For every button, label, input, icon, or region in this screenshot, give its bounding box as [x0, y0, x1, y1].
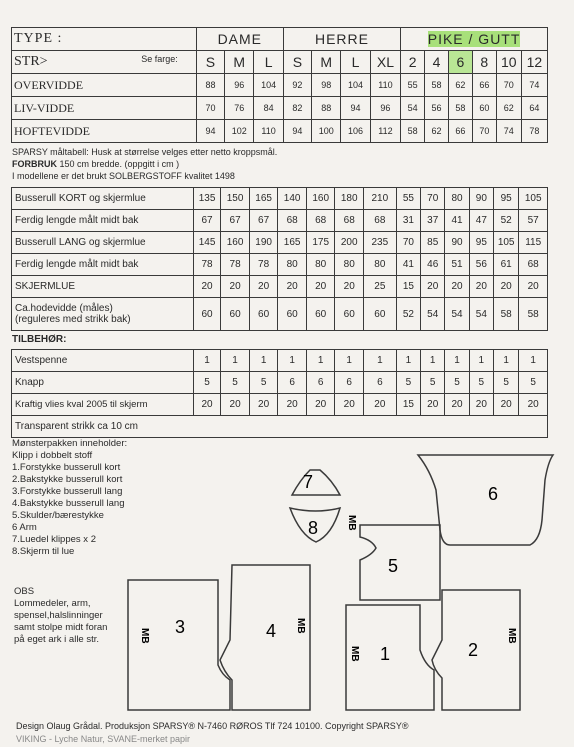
row-label: LIV-VIDDE: [12, 97, 197, 120]
table-cell: 1: [421, 350, 445, 372]
table-cell: 68: [278, 210, 307, 232]
list-item: Klipp i dobbelt stoff: [12, 450, 93, 461]
list-item: 1.Forstykke busserull kort: [12, 462, 121, 473]
table-cell: 20: [421, 394, 445, 416]
table-cell: 31: [396, 210, 420, 232]
table-cell: 58: [448, 97, 472, 120]
table-cell: 200: [335, 232, 364, 254]
color-label: Se farge:: [141, 54, 178, 64]
table-cell: 74: [496, 120, 521, 143]
table-cell: 67: [221, 210, 250, 232]
obs-line: på eget ark i alle str.: [14, 634, 100, 645]
row-label: Vestspenne: [12, 350, 194, 372]
mb-marker: MB: [295, 618, 306, 634]
piece-number-8: 8: [308, 518, 319, 538]
table-cell: 1: [306, 350, 335, 372]
table-cell: 60: [278, 298, 307, 331]
contents-title: Mønsterpakken inneholder:: [12, 438, 128, 449]
table-cell: 20: [335, 394, 364, 416]
table-cell: 20: [469, 394, 493, 416]
table-cell: 76: [225, 97, 254, 120]
table-cell: 70: [472, 120, 496, 143]
table-cell: 1: [363, 350, 396, 372]
obs-line: Lommedeler, arm,: [14, 598, 91, 609]
list-item: 8.Skjerm til lue: [12, 546, 75, 557]
mb-marker: MB: [346, 515, 357, 531]
table-cell: 20: [445, 276, 469, 298]
table-cell: 5: [421, 372, 445, 394]
table-cell: 235: [363, 232, 396, 254]
size-cell-highlighted: 6: [448, 51, 472, 74]
table-cell: 115: [519, 232, 548, 254]
row-label-line: (reguleres med strikk bak): [15, 314, 131, 325]
forbruk-text: 150 cm bredde. (oppgitt i cm ): [59, 159, 180, 169]
table-cell: 58: [493, 298, 518, 331]
table-cell: 175: [306, 232, 335, 254]
table-cell: 78: [193, 254, 220, 276]
table-cell: 20: [445, 394, 469, 416]
table-cell: 165: [249, 188, 278, 210]
table-cell: 20: [306, 394, 335, 416]
list-item: 3.Forstykke busserull lang: [12, 486, 123, 497]
list-item: 7.Luedel klippes x 2: [12, 534, 96, 545]
table-cell: 20: [249, 394, 278, 416]
table-cell: 68: [363, 210, 396, 232]
row-label: Ferdig lengde målt midt bak: [12, 254, 194, 276]
table-cell: 1: [445, 350, 469, 372]
table-cell: 58: [425, 74, 449, 97]
table-cell: 70: [496, 74, 521, 97]
table-cell: 78: [221, 254, 250, 276]
table-cell: 51: [445, 254, 469, 276]
table-cell: 6: [363, 372, 396, 394]
size-cell: L: [341, 51, 370, 74]
table-cell: 85: [421, 232, 445, 254]
obs-line: spensel,halslinninger: [14, 610, 103, 621]
table-cell: 57: [519, 210, 548, 232]
table-cell: 88: [196, 74, 224, 97]
row-label: Busserull LANG og skjermlue: [12, 232, 194, 254]
table-cell: 150: [221, 188, 250, 210]
table-cell: 61: [493, 254, 518, 276]
piece-number-3: 3: [175, 617, 186, 637]
table-cell: 55: [396, 188, 420, 210]
table-cell: 20: [493, 276, 518, 298]
table-cell: 62: [425, 120, 449, 143]
size-cell: 2: [401, 51, 425, 74]
piece-number-5: 5: [388, 556, 399, 576]
table-cell: 70: [196, 97, 224, 120]
row-label-line: Ca.hodevidde (måles): [15, 303, 113, 314]
note-line: SPARSY måltabell: Husk at størrelse velges etter netto kroppsmål.: [12, 147, 278, 157]
row-label: Kraftig vlies kval 2005 til skjerm: [12, 394, 194, 416]
size-cell: S: [196, 51, 224, 74]
row-label: HOFTEVIDDE: [12, 120, 197, 143]
forbruk-label: FORBRUK: [12, 159, 57, 169]
strikk-note: Transparent strikk ca 10 cm: [12, 416, 548, 438]
table-cell: 56: [469, 254, 493, 276]
table-cell: 15: [396, 394, 420, 416]
table-cell: 54: [445, 298, 469, 331]
table-cell: 1: [249, 350, 278, 372]
table-cell: 1: [335, 350, 364, 372]
mb-marker: MB: [506, 628, 517, 644]
table-cell: 64: [521, 97, 547, 120]
table-cell: 165: [278, 232, 307, 254]
table-cell: 41: [396, 254, 420, 276]
table-cell: 112: [370, 120, 400, 143]
table-cell: 20: [221, 394, 250, 416]
table-cell: 74: [521, 74, 547, 97]
table-cell: 58: [401, 120, 425, 143]
table-cell: 15: [396, 276, 420, 298]
table-cell: 78: [521, 120, 547, 143]
row-label: Busserull KORT og skjermlue: [12, 188, 194, 210]
size-cell: L: [254, 51, 283, 74]
table-cell: 25: [363, 276, 396, 298]
piece-5-outline: [360, 525, 440, 600]
piece-number-6: 6: [488, 484, 499, 504]
table-cell: 5: [396, 372, 420, 394]
table-cell: 47: [469, 210, 493, 232]
table-cell: 5: [445, 372, 469, 394]
table-cell: 105: [519, 188, 548, 210]
table-cell: 1: [469, 350, 493, 372]
table-cell: 88: [312, 97, 341, 120]
table-cell: 96: [370, 97, 400, 120]
piece-4-outline: [220, 565, 310, 710]
table-cell: 1: [193, 350, 220, 372]
table-cell: 95: [469, 232, 493, 254]
table-cell: 5: [519, 372, 548, 394]
table-cell: 20: [493, 394, 518, 416]
size-cell: 4: [425, 51, 449, 74]
list-item: 4.Bakstykke busserull lang: [12, 498, 125, 509]
table-cell: 90: [445, 232, 469, 254]
list-item: 2.Bakstykke busserull kort: [12, 474, 123, 485]
table-cell: 5: [469, 372, 493, 394]
size-cell: XL: [370, 51, 400, 74]
table-cell: 90: [469, 188, 493, 210]
table-cell: 60: [221, 298, 250, 331]
table-cell: 46: [421, 254, 445, 276]
row-label: Ferdig lengde målt midt bak: [12, 210, 194, 232]
mb-marker: MB: [139, 628, 150, 644]
table-cell: 106: [341, 120, 370, 143]
table-cell: 180: [335, 188, 364, 210]
table-cell: 82: [283, 97, 311, 120]
table-cell: 210: [363, 188, 396, 210]
size-cell: M: [312, 51, 341, 74]
row-label: SKJERMLUE: [12, 276, 194, 298]
table-cell: 70: [396, 232, 420, 254]
obs-line: samt stolpe midt foran: [14, 622, 108, 633]
table-cell: 20: [193, 276, 220, 298]
table-cell: 80: [445, 188, 469, 210]
table-cell: 135: [193, 188, 220, 210]
table-cell: 20: [249, 276, 278, 298]
footer-paper-note: VIKING - Lyche Natur, SVANE-merket papir: [16, 734, 191, 744]
table-cell: 80: [335, 254, 364, 276]
table-cell: 52: [493, 210, 518, 232]
table-cell: 66: [448, 120, 472, 143]
table-cell: 20: [421, 276, 445, 298]
table-cell: 94: [196, 120, 224, 143]
table-cell: 1: [221, 350, 250, 372]
group-herre: HERRE: [283, 28, 400, 51]
table-cell: 80: [306, 254, 335, 276]
table-cell: 5: [249, 372, 278, 394]
table-cell: 1: [493, 350, 518, 372]
table-cell: 62: [496, 97, 521, 120]
table-cell: 6: [306, 372, 335, 394]
table-cell: 100: [312, 120, 341, 143]
table-cell: 60: [335, 298, 364, 331]
size-cell: S: [283, 51, 311, 74]
row-label: OVERVIDDE: [12, 74, 197, 97]
table-cell: 68: [306, 210, 335, 232]
table-cell: 55: [401, 74, 425, 97]
table-cell: 60: [193, 298, 220, 331]
table-cell: 54: [421, 298, 445, 331]
table-cell: 84: [254, 97, 283, 120]
table-cell: 110: [254, 120, 283, 143]
size-cell: 12: [521, 51, 547, 74]
str-label: STR>: [14, 54, 48, 69]
table-cell: 1: [519, 350, 548, 372]
group-dame: DAME: [196, 28, 283, 51]
table-cell: 5: [493, 372, 518, 394]
table-cell: 41: [445, 210, 469, 232]
type-label: TYPE :: [12, 28, 197, 51]
table-cell: 20: [335, 276, 364, 298]
table-cell: 20: [193, 394, 220, 416]
table-cell: 20: [519, 276, 548, 298]
table-cell: 56: [425, 97, 449, 120]
table-cell: 6: [278, 372, 307, 394]
piece-7-outline: [292, 470, 340, 495]
table-cell: 20: [221, 276, 250, 298]
table-cell: 60: [306, 298, 335, 331]
table-cell: 190: [249, 232, 278, 254]
table-cell: 160: [306, 188, 335, 210]
table-cell: 80: [363, 254, 396, 276]
group-pike-gutt-label: PIKE / GUTT: [427, 31, 521, 47]
size-cell: 8: [472, 51, 496, 74]
row-label: Knapp: [12, 372, 194, 394]
piece-number-1: 1: [380, 644, 391, 664]
table-cell: 68: [335, 210, 364, 232]
table-cell: 54: [469, 298, 493, 331]
table-cell: 20: [278, 276, 307, 298]
table-cell: 102: [225, 120, 254, 143]
table-cell: 54: [401, 97, 425, 120]
piece-3-outline: [128, 580, 230, 710]
piece-6-outline: [418, 455, 553, 545]
list-item: 5.Skulder/bærestykke: [12, 510, 104, 521]
table-cell: 67: [249, 210, 278, 232]
table-cell: 20: [306, 276, 335, 298]
table-cell: 1: [396, 350, 420, 372]
table-cell: 96: [225, 74, 254, 97]
table-cell: 94: [283, 120, 311, 143]
table-cell: 37: [421, 210, 445, 232]
table-cell: 78: [249, 254, 278, 276]
table-cell: 5: [221, 372, 250, 394]
mb-marker: MB: [349, 646, 360, 662]
table-cell: 104: [341, 74, 370, 97]
table-cell: 20: [278, 394, 307, 416]
table-cell: 104: [254, 74, 283, 97]
table-cell: 98: [312, 74, 341, 97]
table-cell: 92: [283, 74, 311, 97]
accessories-title: TILBEHØR:: [12, 334, 67, 345]
table-cell: 6: [335, 372, 364, 394]
piece-number-7: 7: [303, 472, 314, 492]
piece-number-2: 2: [468, 640, 479, 660]
table-cell: 1: [278, 350, 307, 372]
table-cell: 94: [341, 97, 370, 120]
table-cell: 5: [193, 372, 220, 394]
footer-credit: Design Olaug Grådal. Produksjon SPARSY® N-7460 RØROS Tlf 724 10100. Copyright SPARSY®: [16, 721, 409, 731]
table-cell: 62: [448, 74, 472, 97]
table-cell: 95: [493, 188, 518, 210]
table-cell: 70: [421, 188, 445, 210]
obs-title: OBS: [14, 586, 35, 597]
size-cell: M: [225, 51, 254, 74]
table-cell: 67: [193, 210, 220, 232]
note-line: I modellene er det brukt SOLBERGSTOFF kvalitet 1498: [12, 171, 235, 181]
table-cell: 20: [519, 394, 548, 416]
table-cell: 60: [472, 97, 496, 120]
table-cell: 66: [472, 74, 496, 97]
piece-number-4: 4: [266, 621, 277, 641]
table-cell: 160: [221, 232, 250, 254]
table-cell: 52: [396, 298, 420, 331]
table-cell: 20: [469, 276, 493, 298]
size-cell: 10: [496, 51, 521, 74]
table-cell: 105: [493, 232, 518, 254]
table-cell: 110: [370, 74, 400, 97]
table-cell: 68: [519, 254, 548, 276]
table-cell: 58: [519, 298, 548, 331]
table-cell: 140: [278, 188, 307, 210]
table-cell: 60: [363, 298, 396, 331]
list-item: 6 Arm: [12, 522, 37, 533]
table-cell: 60: [249, 298, 278, 331]
table-cell: 145: [193, 232, 220, 254]
table-cell: 80: [278, 254, 307, 276]
table-cell: 20: [363, 394, 396, 416]
